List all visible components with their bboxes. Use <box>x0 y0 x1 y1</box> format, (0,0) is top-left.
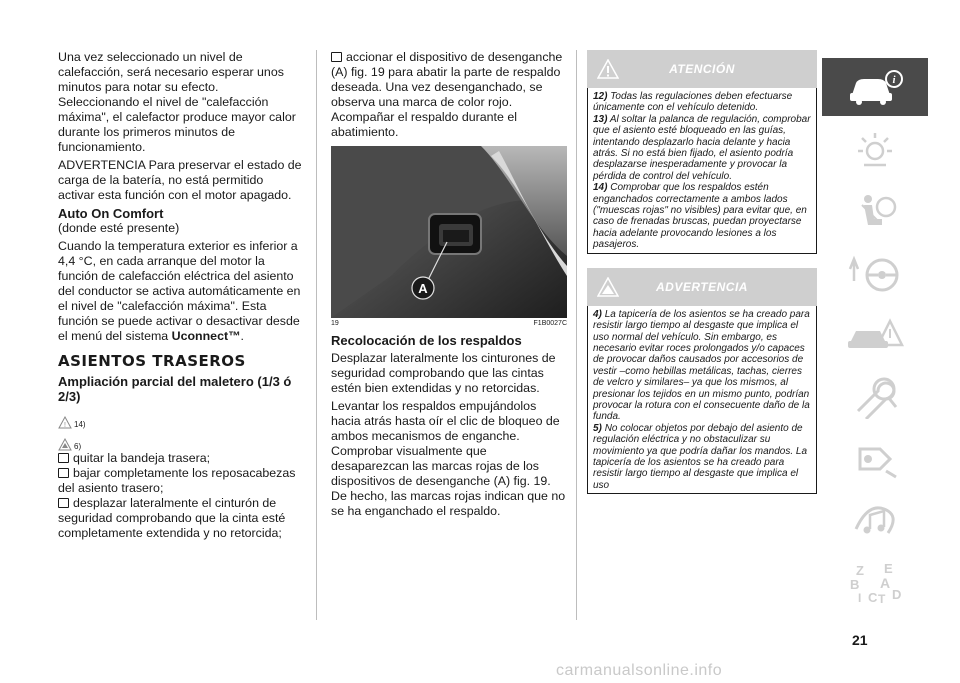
dashboard-lights-icon <box>844 127 906 171</box>
backrest-repositioning-heading: Recolocación de los respaldos <box>331 333 522 348</box>
right-column <box>587 50 817 494</box>
backrest-paragraph-2: Levantar los respaldos empujándolos hacia atrás hasta oír el clic de bloqueo de ambos mecanismos de enganche. Comprobar visualmente que desaparezcan las marcas rojas de los dispositivos de desenganche (A) fig. 19. De hecho, las marcas rojas indican que no se ha enganchado el respaldo. <box>331 399 566 518</box>
attention-item: 14) Comprobar que los respaldos estén enganchados correctamente a ambos lados ("muescas rojas" no visibles) para evitar que, en caso de frenadas bruscas, puedan proyectarse hacia adelante provocando lesiones a los pasajeros. <box>593 182 807 251</box>
steering-wheel-icon <box>844 251 906 295</box>
chapter-sidebar <box>822 58 928 616</box>
sidebar-item-technical-data[interactable] <box>822 430 928 488</box>
figure-caption <box>331 320 567 327</box>
sidebar-item-safety[interactable] <box>822 182 928 240</box>
attention-item: 12) Todas las regulaciones deben efectuarse únicamente con el vehículo detenido. <box>593 91 793 114</box>
notice-triangle-icon <box>58 438 72 451</box>
svg-text:T: T <box>878 592 886 605</box>
figure-code: F1B0027C <box>533 320 567 327</box>
heating-intro-paragraph: Una vez seleccionado un nivel de calefacción, será necesario esperar unos minutos para notar su efecto. Seleccionando el nivel de "calefacción máxima", el calefactor produce mayor calor durante los primeros minutos de funcionamiento. <box>58 50 296 154</box>
auto-on-comfort-paragraph <box>58 239 302 344</box>
alphabetical-index-icon <box>844 561 906 605</box>
safety-airbag-icon <box>844 189 906 233</box>
uconnect-brand: Uconnect™ <box>171 329 241 343</box>
svg-text:!: ! <box>64 422 66 429</box>
notice-triangle-icon <box>597 277 619 297</box>
attention-item: 13) Al soltar la palanca de regulación, comprobar que el asiento esté bloqueado en las guías, intentando desplazarlo hacia delante y hacia atrás. Si no está bien fijado, el asiento podría desplazarse inesperadamente y provocar la pérdida de control del vehículo. <box>593 113 811 182</box>
emergency-triangle-icon <box>844 313 906 357</box>
svg-text:C: C <box>868 590 878 605</box>
warning-triangle-icon <box>58 416 72 429</box>
sidebar-item-multimedia[interactable] <box>822 492 928 550</box>
column-divider <box>576 50 577 620</box>
left-column <box>58 50 302 541</box>
maintenance-wrench-icon <box>844 375 906 419</box>
warning-reference-14 <box>58 407 302 429</box>
column-divider <box>316 50 317 620</box>
warning-ref-label: 14) <box>74 420 86 429</box>
seat-release-figure <box>331 146 567 318</box>
rear-seats-section-title: ASIENTOS TRASEROS <box>58 352 246 370</box>
sentence-end: . <box>240 329 244 343</box>
advisory-title: ADVERTENCIA <box>656 279 748 294</box>
sidebar-item-driving[interactable] <box>822 244 928 302</box>
bullet-item: accionar el dispositivo de desenganche (A) fig. 19 para abatir la parte de respaldo deseada. Una vez desenganchado, se observa una marca de color rojo. Acompañar el respaldo durante el abatimiento. <box>331 50 563 139</box>
advisory-item: 5) No colocar objetos por debajo del asiento de regulación eléctrica y no obstaculizar su movimiento ya que podría dañar los mandos. La tapicería de los asientos se ha creado para resistir largo tiempo al desgaste que implica el uso <box>593 422 808 491</box>
svg-text:Z: Z <box>856 563 864 578</box>
middle-column <box>331 50 567 522</box>
bullet-item: bajar completamente los reposacabezas del asiento trasero; <box>58 466 296 495</box>
checkbox-bullet-icon <box>58 453 69 463</box>
warning-triangle-icon <box>597 59 619 79</box>
auto-on-comfort-availability: (donde esté presente) <box>58 221 180 235</box>
page-number: 21 <box>852 632 868 648</box>
checkbox-bullet-icon <box>331 52 342 62</box>
checkbox-bullet-icon <box>58 468 69 478</box>
sidebar-item-maintenance[interactable] <box>822 368 928 426</box>
svg-text:i: i <box>892 74 896 86</box>
svg-text:I: I <box>858 591 862 605</box>
auto-on-comfort-text: Cuando la temperatura exterior es inferior a 4,4 °C, en cada arranque del motor la función de calefacción eléctrica del asiento del conductor se activa automáticamente en el nivel de "calefacción máxima". Esta función se puede activar o desactivar desde el menú del sistema <box>58 239 301 343</box>
battery-advisory-paragraph: ADVERTENCIA Para preservar el estado de carga de la batería, no está permitido activar esta función con el motor apagado. <box>58 158 302 202</box>
watermark-text: carmanualsonline.info <box>556 662 723 679</box>
sidebar-item-emergency[interactable] <box>822 306 928 364</box>
trunk-extension-heading: Ampliación parcial del maletero (1/3 ó 2/3) <box>58 374 292 404</box>
svg-text:D: D <box>892 587 902 602</box>
seat-release-illustration <box>331 146 567 318</box>
sidebar-item-index[interactable] <box>822 554 928 612</box>
bullet-item: desplazar lateralmente el cinturón de seguridad comprobando que la cinta esté completamente extendida y no retorcida; <box>58 496 286 540</box>
attention-title: ATENCIÓN <box>669 62 735 76</box>
car-info-icon <box>844 65 906 109</box>
backrest-paragraph-1: Desplazar lateralmente los cinturones de seguridad comprobando que las cintas estén bien extendidas y no retorcidas. <box>331 351 556 395</box>
bullet-item: quitar la bandeja trasera; <box>58 451 302 466</box>
multimedia-icon <box>844 499 906 543</box>
svg-text:A: A <box>880 575 891 591</box>
advisory-box-body <box>587 306 817 495</box>
figure-callout-label: A <box>418 281 428 296</box>
warning-reference-6 <box>58 429 302 451</box>
advisory-item: 4) La tapicería de los asientos se ha creado para resistir largo tiempo al desgaste que implica el uso normal del vehículo. Sin embargo, es necesario evitar roces prolongados y/o capaces de provocar daños causados por accesorios de vestir –como hebillas metálicas, tachas, cierres de velcro y similares– ya que los mismos, al presionar los tejidos en un mismo punto, podrían provocar la rotura con el consecuente daño de la funda. <box>593 308 810 423</box>
attention-box-header <box>587 50 817 88</box>
svg-text:B: B <box>850 577 860 592</box>
sidebar-item-car-info[interactable] <box>822 58 928 116</box>
sidebar-item-dashboard[interactable] <box>822 120 928 178</box>
svg-text:E: E <box>884 561 893 576</box>
attention-box-body <box>587 88 817 254</box>
warning-ref-label: 6) <box>74 442 82 451</box>
advisory-box-header <box>587 268 817 306</box>
technical-data-icon <box>844 437 906 481</box>
auto-on-comfort-heading: Auto On Comfort <box>58 206 164 221</box>
checkbox-bullet-icon <box>58 498 69 508</box>
figure-number: 19 <box>331 320 339 327</box>
